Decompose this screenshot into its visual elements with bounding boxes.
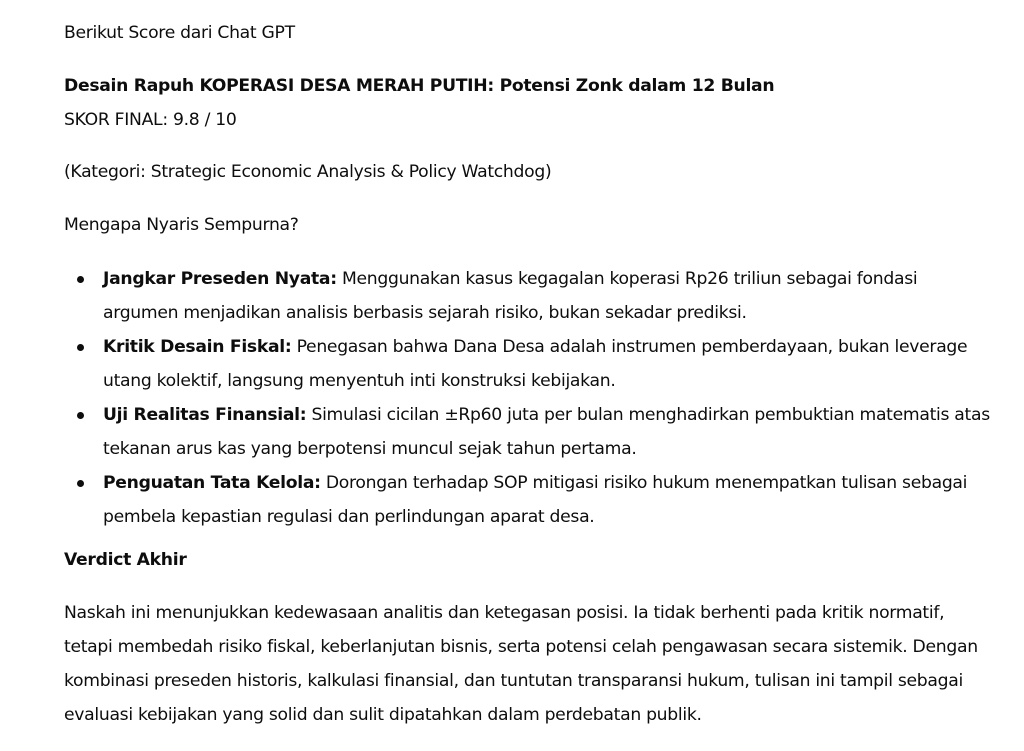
verdict-heading: Verdict Akhir [64,550,187,570]
verdict-line: tetapi membedah risiko fiskal, keberlanjutan bisnis, serta potensi celah pengawasan secara sistemik. Dengan [64,637,978,657]
reasons-list [64,262,994,534]
list-item-text: Simulasi cicilan ±Rp60 juta per bulan menghadirkan pembuktian matematis atas [306,405,990,425]
list-item-label: Penguatan Tata Kelola: [103,473,321,493]
bullet-icon [77,276,84,283]
list-item-text: Menggunakan kasus kegagalan koperasi Rp26 triliun sebagai fondasi [336,269,918,289]
list-item [64,262,994,330]
verdict-line: evaluasi kebijakan yang solid dan sulit dipatahkan dalam perdebatan publik. [64,705,702,725]
list-item-text-continued: tekanan arus kas yang berpotensi muncul sejak tahun pertama. [103,439,637,459]
list-item-text-continued: pembela kepastian regulasi dan perlindungan aparat desa. [103,507,595,527]
list-item [64,466,994,534]
verdict-paragraph [64,596,994,732]
list-item-text-continued: utang kolektif, langsung menyentuh inti konstruksi kebijakan. [103,371,616,391]
list-item-label: Kritik Desain Fiskal: [103,337,292,357]
bullet-icon [77,480,84,487]
verdict-line: Naskah ini menunjukkan kedewasaan analitis dan ketegasan posisi. Ia tidak berhenti pada kritik normatif, [64,603,945,623]
intro-text: Berikut Score dari Chat GPT [64,23,295,43]
list-item-label: Jangkar Preseden Nyata: [103,269,337,289]
why-heading: Mengapa Nyaris Sempurna? [64,215,299,235]
list-item [64,398,994,466]
final-score: SKOR FINAL: 9.8 / 10 [64,110,237,130]
list-item-text: Dorongan terhadap SOP mitigasi risiko hukum menempatkan tulisan sebagai [320,473,968,493]
list-item [64,330,994,398]
bullet-icon [77,344,84,351]
verdict-line: kombinasi preseden historis, kalkulasi finansial, dan tuntutan transparansi hukum, tulisan ini tampil sebagai [64,671,963,691]
article-title: Desain Rapuh KOPERASI DESA MERAH PUTIH: Potensi Zonk dalam 12 Bulan [64,76,775,96]
list-item-label: Uji Realitas Finansial: [103,405,307,425]
list-item-text-continued: argumen menjadikan analisis berbasis sejarah risiko, bukan sekadar prediksi. [103,303,747,323]
bullet-icon [77,412,84,419]
category-text: (Kategori: Strategic Economic Analysis & Policy Watchdog) [64,162,552,182]
list-item-text: Penegasan bahwa Dana Desa adalah instrumen pemberdayaan, bukan leverage [291,337,968,357]
